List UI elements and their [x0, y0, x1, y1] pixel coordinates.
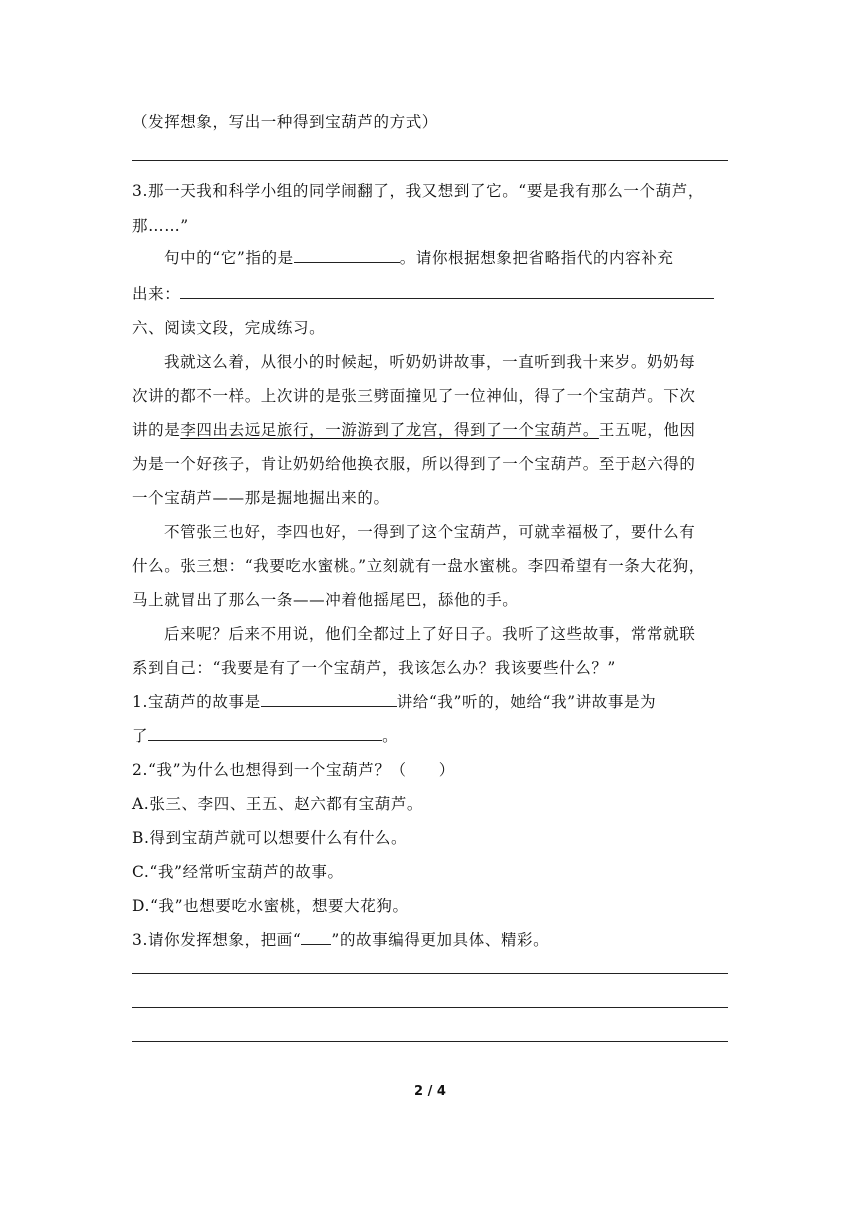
blank-field[interactable] [261, 691, 397, 707]
question-1-cont [132, 724, 728, 746]
passage-line [132, 418, 728, 440]
blank-field[interactable] [148, 725, 382, 741]
option-a[interactable]: A.张三、李四、王五、赵六都有宝葫芦。 [132, 795, 424, 813]
option-d[interactable]: D.“我”也想要吃水蜜桃，想要大花狗。 [132, 897, 409, 915]
option-c[interactable]: C.“我”经常听宝葫芦的故事。 [132, 863, 344, 881]
q3-text-line1: 3.那一天我和科学小组的同学闹翻了，我又想到了它。“要是我有那么一个葫芦， [132, 182, 704, 200]
q3b-text-b: ”的故事编得更加具体、精彩。 [331, 931, 550, 949]
question-3 [132, 928, 728, 950]
underline-mark [301, 932, 331, 945]
passage-line: 后来呢？后来不用说，他们全都过上了好日子。我听了这些故事，常常就联 [164, 625, 696, 643]
blank-field[interactable] [180, 283, 714, 299]
underlined-story: 李四出去远足旅行，一游游到了龙宫，得到了一个宝葫芦。 [180, 421, 599, 439]
q3b-text-a: 3.请你发挥想象，把画“ [132, 931, 302, 949]
q3-prompt-c: 出来： [132, 285, 181, 303]
section6-heading: 六、阅读文段，完成练习。 [132, 319, 326, 337]
answer-line[interactable] [132, 1041, 728, 1042]
q1-text-a: 1.宝葫芦的故事是 [132, 693, 261, 711]
question-1 [132, 690, 728, 712]
passage-line: 什么。张三想：“我要吃水蜜桃。”立刻就有一盘水蜜桃。李四希望有一条大花狗， [132, 557, 705, 575]
answer-line[interactable] [132, 973, 728, 974]
q1-text-d: 。 [382, 727, 399, 745]
option-b[interactable]: B.得到宝葫芦就可以想要什么有什么。 [132, 829, 408, 847]
passage-text: 王五呢，他因 [598, 421, 696, 439]
q3-prompt-c-line [132, 282, 728, 304]
passage-line: 我就这么着，从很小的时候起，听奶奶讲故事，一直听到我十来岁。奶奶每 [164, 353, 696, 371]
q3-prompt-a: 句中的“它”指的是 [164, 249, 294, 267]
passage-line: 不管张三也好，李四也好，一得到了这个宝葫芦，可就幸福极了，要什么有 [164, 523, 696, 541]
passage-line: 马上就冒出了那么一条——冲着他摇尾巴，舔他的手。 [132, 591, 519, 609]
passage-line: 次讲的都不一样。上次讲的是张三劈面撞见了一位神仙，得了一个宝葫芦。下次 [132, 387, 696, 405]
q3-prompt-b: 。请你根据想象把省略指代的内容补充 [399, 249, 674, 267]
answer-line[interactable] [132, 1007, 728, 1008]
passage-text: 讲的是 [132, 421, 181, 439]
passage-line: 系到自己：“我要是有了一个宝葫芦，我该怎么办？我该要些什么？” [132, 659, 616, 677]
q1-text-c: 了 [132, 727, 149, 745]
page-number: 2 / 4 [414, 1084, 446, 1099]
q1-text-b: 讲给“我”听的，她给“我”讲故事是为 [396, 693, 657, 711]
answer-line[interactable] [132, 160, 728, 161]
hint-text: （发挥想象，写出一种得到宝葫芦的方式） [132, 113, 438, 131]
passage-line: 一个宝葫芦——那是掘地掘出来的。 [132, 489, 390, 507]
question-2: 2.“我”为什么也想得到一个宝葫芦？（ ） [132, 761, 455, 779]
q3-prompt [164, 246, 728, 268]
passage-line: 为是一个好孩子，肯让奶奶给他换衣服，所以得到了一个宝葫芦。至于赵六得的 [132, 455, 696, 473]
q3-text-line2: 那……” [132, 217, 189, 235]
blank-field[interactable] [294, 247, 400, 263]
